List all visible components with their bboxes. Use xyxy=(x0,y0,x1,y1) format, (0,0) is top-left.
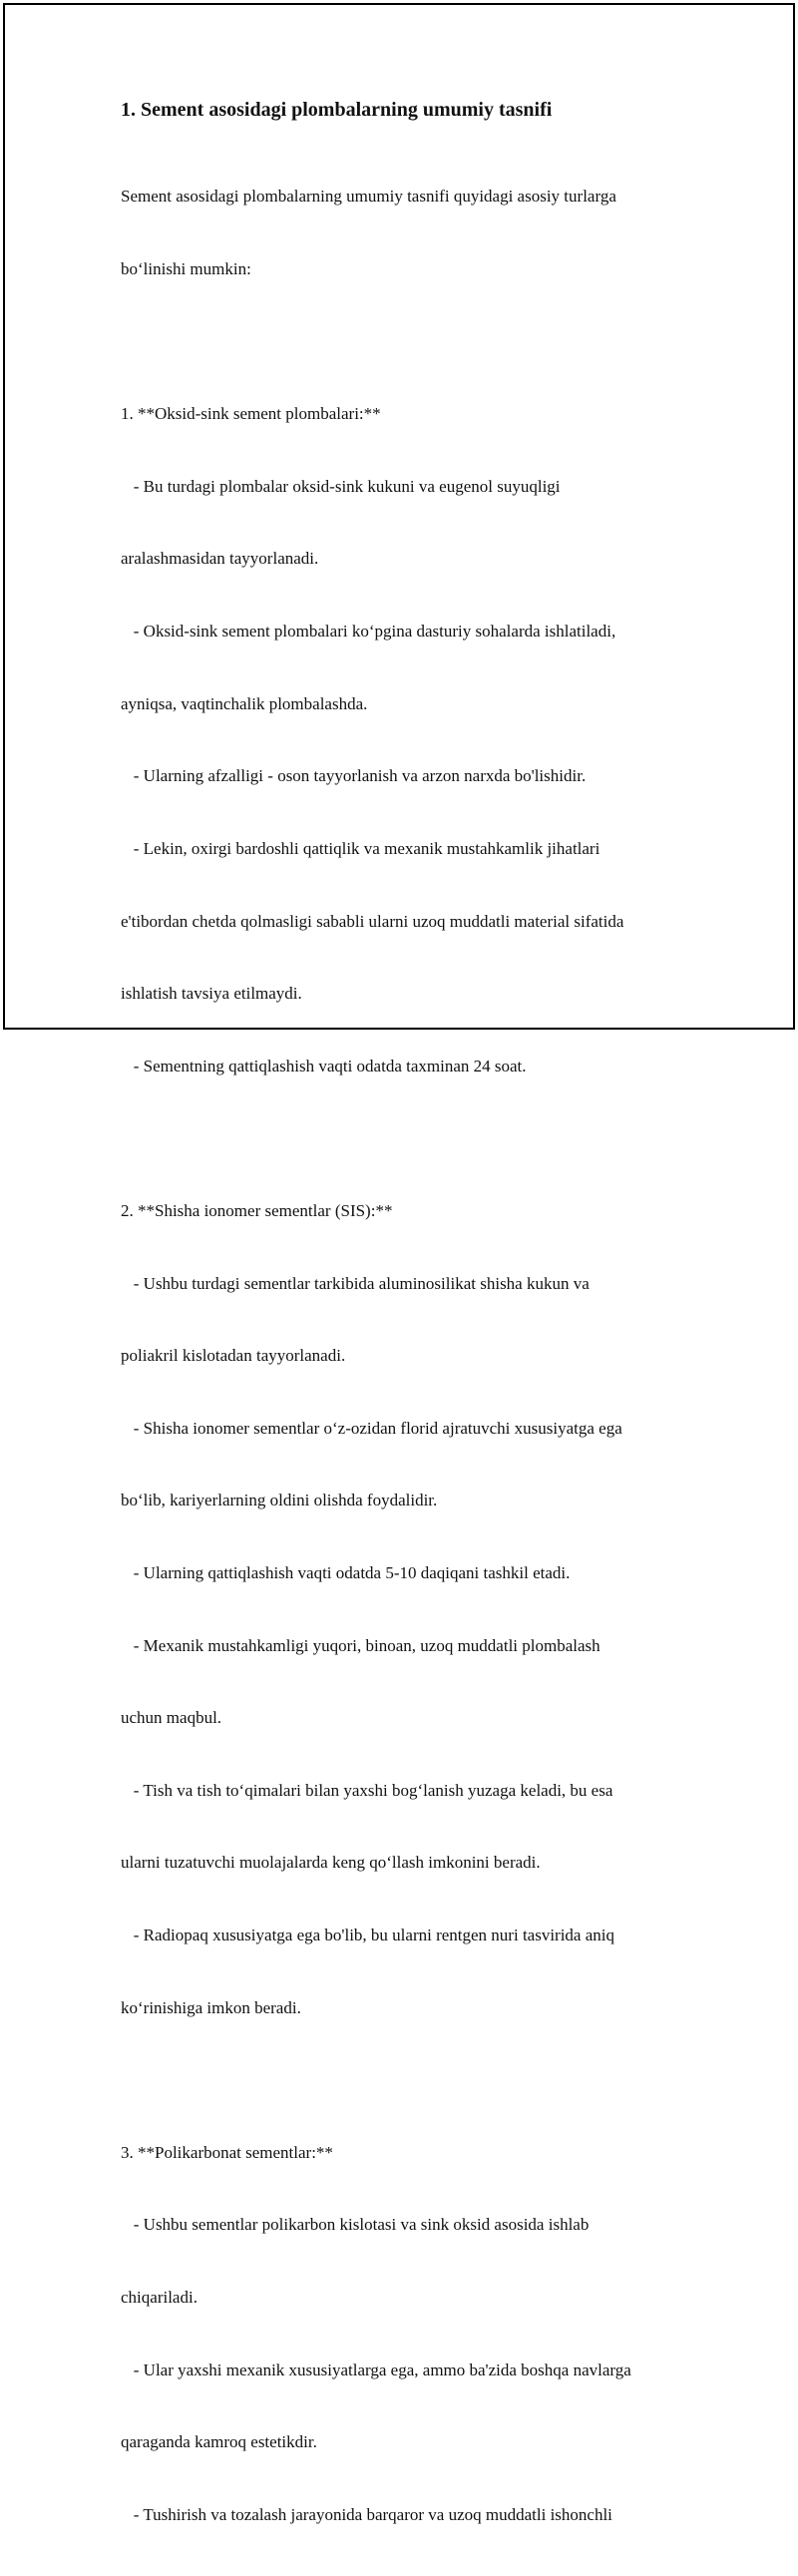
text-line xyxy=(121,2068,699,2092)
text-line: - Ularning afzalligi - oson tayyorlanish va arzon narxda bo'lishidir. xyxy=(121,766,587,786)
text-line: - Bu turdagi plombalar oksid-sink kukuni va eugenol suyuqligi xyxy=(121,476,561,496)
text-line: 2. **Shisha ionomer sementlar (SIS):** xyxy=(121,1200,393,1220)
text-line: - Sementning qattiqlashish vaqti odatda taxminan 24 soat. xyxy=(121,1056,527,1075)
text-line: qaraganda kamroq estetikdir. xyxy=(121,2432,317,2452)
text-line: ko‘rinishiga imkon beradi. xyxy=(121,1997,301,2017)
text-line: - Ular yaxshi mexanik xususiyatlarga ega, ammo ba'zida boshqa navlarga xyxy=(121,2360,631,2379)
document-content xyxy=(121,97,699,2576)
text-line: - Lekin, oxirgi bardoshli qattiqlik va mexanik mustahkamlik jihatlari xyxy=(121,838,600,858)
text-line: poliakril kislotadan tayyorlanadi. xyxy=(121,1346,346,1366)
text-line: aralashmasidan tayyorlanadi. xyxy=(121,549,319,569)
text-line: - Mexanik mustahkamligi yuqori, binoan, uzoq muddatli plombalash xyxy=(121,1635,600,1655)
text-line: ayniqsa, vaqtinchalik plombalashda. xyxy=(121,693,368,713)
text-line: Sement asosidagi plombalarning umumiy tasnifi quyidagi asosiy turlarga xyxy=(121,187,616,207)
text-line: bo‘lib, kariyerlarning oldini olishda foydalidir. xyxy=(121,1491,438,1510)
text-line: ularni tuzatuvchi muolajalarda keng qo‘llash imkonini beradi. xyxy=(121,1853,541,1873)
text-line xyxy=(121,330,699,354)
document-title: 1. Sement asosidagi plombalarning umumiy tasnifi xyxy=(121,99,553,121)
text-line: uchun maqbul. xyxy=(121,1708,222,1728)
text-line xyxy=(121,1126,699,1150)
text-line: ishlatish tavsiya etilmaydi. xyxy=(121,984,302,1004)
text-line: - Tushirish va tozalash jarayonida barqaror va uzoq muddatli ishonchli xyxy=(121,2504,612,2524)
text-line: e'tibordan chetda qolmasligi sababli ularni uzoq muddatli material sifatida xyxy=(121,911,624,931)
text-line: - Radiopaq xususiyatga ega bo'lib, bu ularni rentgen nuri tasvirida aniq xyxy=(121,1926,615,1945)
text-line: 3. **Polikarbonat sementlar:** xyxy=(121,2142,333,2162)
document-body xyxy=(121,137,699,2576)
text-line: - Ushbu sementlar polikarbon kislotasi va sink oksid asosida ishlab xyxy=(121,2215,590,2235)
text-line: - Oksid-sink sement plombalari ko‘pgina dasturiy sohalarda ishlatiladi, xyxy=(121,622,616,642)
text-line: - Ularning qattiqlashish vaqti odatda 5-10 daqiqani tashkil etadi. xyxy=(121,1562,571,1582)
text-line: 1. **Oksid-sink sement plombalari:** xyxy=(121,404,381,424)
text-line: bo‘linishi mumkin: xyxy=(121,259,251,279)
text-line: - Shisha ionomer sementlar o‘z-ozidan florid ajratuvchi xususiyatga ega xyxy=(121,1418,622,1438)
text-line: - Tish va tish to‘qimalari bilan yaxshi bog‘lanish yuzaga keladi, bu esa xyxy=(121,1780,613,1800)
document-page xyxy=(3,3,795,2524)
text-line: - Ushbu turdagi sementlar tarkibida aluminosilikat shisha kukun va xyxy=(121,1273,590,1293)
text-line: chiqariladi. xyxy=(121,2288,198,2308)
